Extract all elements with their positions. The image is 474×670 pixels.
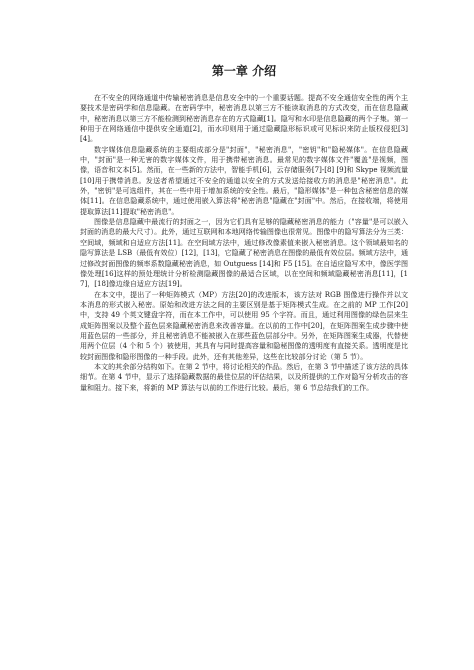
chapter-body (80, 93, 408, 393)
paragraph-proposed-method: 在本文中，提出了一种矩阵模式（MP）方法[20]的改进版本，该方法对 RGB 图像进行操作并以文本消息的形式嵌入秘密。原始和改进方法之间的主要区别是基于矩阵模式生成。在之前的 MP 工作[20]中，支持 49 个英文键盘字符，而在本工作中，可以使用 95 个字符。而且，通过利用图像的绿色层来生成矩阵图案以及整个蓝色层来隐藏秘密消息来改善容量。在以前的工作中[20]，在矩阵图案生成步骤中使用蓝色层的一些部分，并且秘密消息不能被嵌入在那些蓝色层部分中。另外，在矩阵图案生成器，代替使用两个位层（4 个和 5 个）被使用，其具有与同时提高容量和隐秘图像的透明度有直接关系。透明度是比较封面图像和隐形图像的一种手段。此外，还有其他差异，这些在比较部分讨论（第 5 节）。 (80, 289, 408, 361)
paragraph-system-components: 数字媒体信息隐藏系统的主要组成部分是"封面"，"秘密消息"，"密钥"和"隐秘媒体"。在信息隐藏中，"封面"是一种无害的数字媒体文件，用于携带秘密消息。最常见的数字媒体文件"覆盖"是视频，图像，语音和文本[5]。然而，在一些新的方法中，智能手机[6]，云存储服务[7]-[8] [9]和 Skype 视频流量[10]用于携带消息。发送者希望通过不安全的通道以安全的方式发送给接收方的消息是"秘密消息"。此外，"密钥"是可选组件，其在一些中用于增加系统的安全性。最后，"隐形媒体"是一种包含秘密信息的媒体[11]。在信息隐藏系统中，通过使用嵌入算法将"秘密消息"隐藏在"封面"中。然后，在接收端，将使用提取算法[11]提取"秘密消息"。 (80, 144, 408, 216)
paragraph-image-steganography: 图像是信息隐藏中最流行的封面之一，因为它们具有足够的隐藏秘密消息的能力（"容量"是可以嵌入封面的消息的最大尺寸）。此外，通过互联网和本地网络传输图像也很常见。图像中的隐写算法分为三类：空间域，频域和自适应方法[11]。在空间域方法中，通过修改像素值来嵌入秘密消息。这个领域最知名的隐写算法是 LSB（最低有效位）[12]，[13]，它隐藏了秘密消息在图像的最低有效位层。频域方法中，通过修改封面图像的频率系数隐藏秘密消息，如 Outguess [14]和 F5 [15]。在自适应隐写术中，像医学图像处理[16]这样的预处理统计分析检测隐藏图像的最适合区域，以在空间和频域隐藏秘密消息[11]，[17]，[18]像边缘自适应方法[19]。 (80, 217, 408, 289)
paragraph-intro-security: 在不安全的网络通道中传输秘密消息是信息安全中的一个重要话题。提高不安全通信安全性的两个主要技术是密码学和信息隐藏。在密码学中，秘密消息以第三方不能读取消息的方式改变，而在信息隐藏中，秘密消息以第三方不能检测到秘密消息存在的方式隐藏[1]。隐写和水印是信息隐藏的两个子集。第一种用于在网络通信中提供安全通道[2]，而水印则用于通过隐藏隐形标识或可见标识来防止版权侵犯[3][4]。 (80, 93, 408, 144)
chapter-title: 第一章 介绍 (211, 64, 277, 78)
paragraph-paper-structure: 本文的其余部分结构如下。在第 2 节中，将讨论相关的作品。然后，在第 3 节中描述了该方法的具体细节。在第 4 节中，显示了选择隐藏数据的最佳位层的评估结果，以及所提供的工作对隐写分析攻击的容量和阻力。接下来，将新的 MP 算法与以前的工作进行比较。最后，第 6 节总结我们的工作。 (80, 361, 408, 392)
